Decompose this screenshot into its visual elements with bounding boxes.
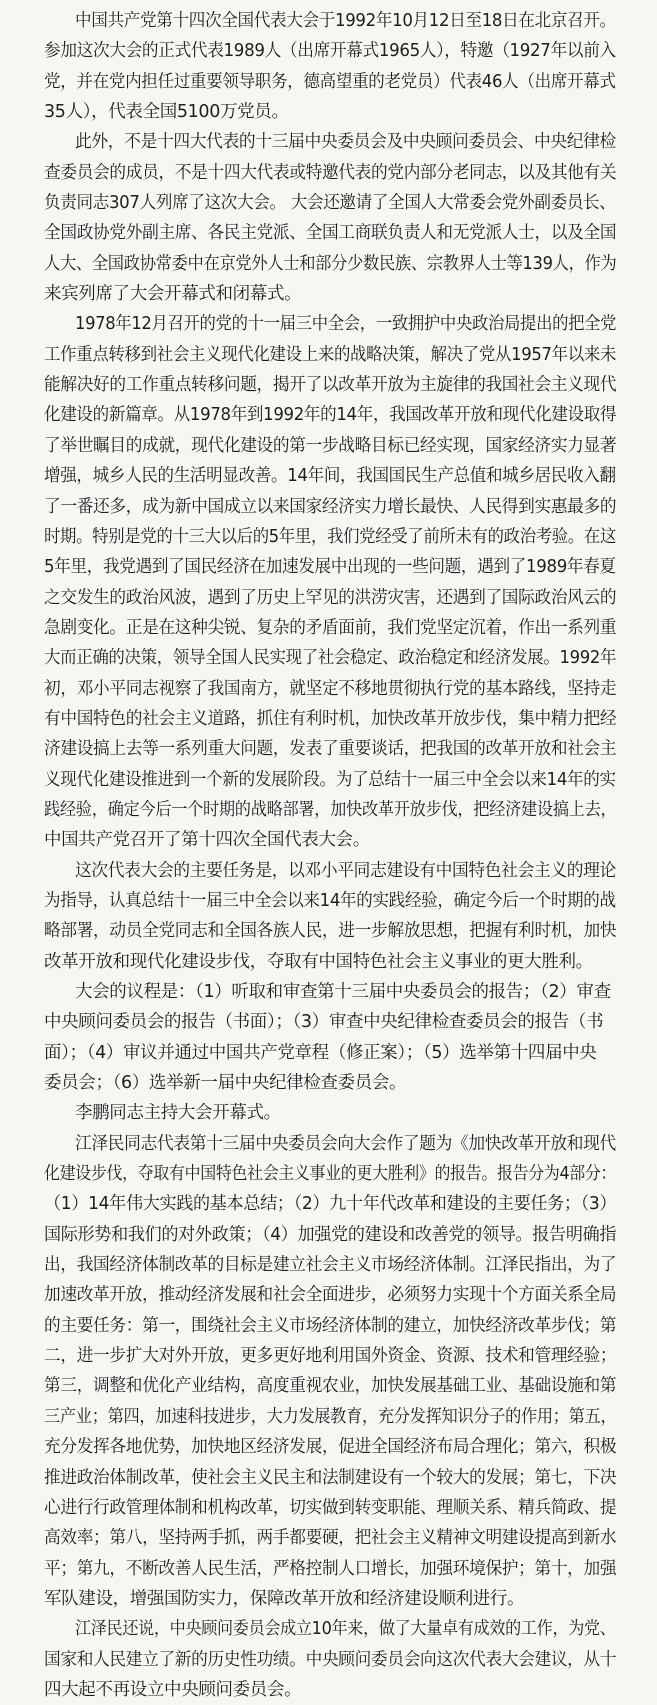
- paragraph-line: 35人），代表全国5100万党员。: [44, 102, 289, 123]
- paragraph-line: 中央顾问委员会的报告（书面）；（3）审查中央纪律检查委员会的报告（书: [44, 1012, 604, 1033]
- paragraph-line: 化建设的新篇章。从1978年到1992年的14年，我国改革开放和现代化建设取得: [44, 405, 616, 426]
- paragraph-line: 有中国特色的社会主义道路，抓住有利时机，加快改革开放步伐，集中精力把经: [44, 708, 616, 729]
- paragraph-line: 大而正确的决策，领导全国人民实现了社会稳定、政治稳定和经济发展。1992年: [44, 648, 616, 669]
- paragraph: [44, 1098, 616, 1128]
- paragraph-first-line: 大会的议程是：（1）听取和审查第十三届中央委员会的报告；（2）审查: [75, 982, 611, 1002]
- paragraph-first-line: 这次代表大会的主要任务是，以邓小平同志建设有中国特色社会主义的理论: [75, 860, 616, 881]
- paragraph-line: 人大、全国政协常委中在京党外人士和部分少数民族、宗教界人士等139人，作为: [44, 253, 616, 274]
- paragraph-line: 5年里，我党遇到了国民经济在加速发展中出现的一些问题，遇到了1989年春夏: [44, 557, 616, 578]
- paragraph-line: 济建设搞上去等一系列重大问题，发表了重要谈话，把我国的改革开放和社会主: [44, 739, 616, 760]
- paragraph-line: 二，进一步扩大对外开放，更多更好地利用国外资金、资源、技术和管理经验；: [44, 1346, 616, 1367]
- paragraph-line: 心进行行政管理体制和机构改革，切实做到转变职能、理顺关系、精兵简政、提: [44, 1497, 616, 1518]
- paragraph-line: 初，邓小平同志视察了我国南方，就坚定不移地贯彻执行党的基本路线，坚持走: [44, 678, 616, 699]
- paragraph-first-line: 1978年12月召开的党的十一届三中全会，一致拥护中央政治局提出的把全党: [75, 314, 616, 335]
- paragraph-line: 参加这次大会的正式代表1989人（出席开幕式1965人），特邀（1927年以前入: [44, 41, 616, 62]
- paragraph-line: 化建设步伐，夺取有中国特色社会主义事业的更大胜利》的报告。报告分为4部分：: [44, 1164, 616, 1185]
- paragraph-line: 负责同志307人列席了这次大会。 大会还邀请了全国人大常委会党外副委员长、: [44, 193, 616, 214]
- paragraph: [44, 977, 616, 1098]
- paragraph-line: 略部署，动员全党同志和全国各族人民，进一步解放思想，把握有利时机，加快: [44, 921, 616, 942]
- paragraph-line: 军队建设，增强国防实力，保障改革开放和经济建设顺利进行。: [44, 1588, 525, 1609]
- paragraph-first-line: 李鹏同志主持大会开幕式。: [75, 1103, 281, 1124]
- paragraph-line: 急剧变化。正是在这种尖锐、复杂的矛盾面前，我们党坚定沉着，作出一系列重: [44, 617, 616, 638]
- paragraph-first-line: 此外，不是十四大代表的十三届中央委员会及中央顾问委员会、中央纪律检: [75, 132, 616, 153]
- paragraph: [44, 1129, 616, 1615]
- paragraph: [44, 309, 616, 855]
- paragraph-line: 之交发生的政治风波，遇到了历史上罕见的洪涝灾害，还遇到了国际政治风云的: [44, 587, 616, 608]
- paragraph-line: 出，我国经济体制改革的目标是建立社会主义市场经济体制。江泽民指出，为了: [44, 1255, 616, 1276]
- paragraph-line: 时期。特别是党的十三大以后的5年里，我们党经受了前所未有的政治考验。在这: [44, 526, 616, 547]
- paragraph-line: 工作重点转移到社会主义现代化建设上来的战略决策，解决了党从1957年以来未: [44, 344, 616, 365]
- paragraph-line: 为指导，认真总结十一届三中全会以来14年的实践经验，确定今后一个时期的战: [44, 890, 616, 911]
- paragraph-first-line: 江泽民还说，中央顾问委员会成立10年来，做了大量卓有成效的工作，为党、: [75, 1619, 616, 1640]
- paragraph-line: 高效率；第八，坚持两手抓，两手都要硬，把社会主义精神文明建设提高到新水: [44, 1528, 616, 1549]
- paragraph-line: 充分发挥各地优势，加快地区经济发展，促进全国经济布局合理化；第六，积极: [44, 1437, 616, 1458]
- paragraph-line: 国际形势和我们的对外政策；（4）加强党的建设和改善党的领导。报告明确指: [44, 1224, 616, 1245]
- paragraph-line: 第三，调整和优化产业结构，高度重视农业，加快发展基础工业、基础设施和第: [44, 1376, 616, 1397]
- paragraph-line: （1）14年伟大实践的基本总结；（2）九十年代改革和建设的主要任务；（3）: [44, 1194, 616, 1215]
- paragraph: [44, 856, 616, 977]
- paragraph-line: 来宾列席了大会开幕式和闭幕式。: [44, 284, 302, 305]
- paragraph-line: 了举世瞩目的成就，现代化建设的第一步战略目标已经实现，国家经济实力显著: [44, 435, 616, 456]
- paragraph-line: 义现代化建设推进到一个新的发展阶段。为了总结十一届三中全会以来14年的实: [44, 769, 616, 790]
- paragraph-line: 推进政治体制改革，使社会主义民主和法制建设有一个较大的发展；第七，下决: [44, 1467, 616, 1488]
- paragraph-line: 增强，城乡人民的生活明显改善。14年间，我国国民生产总值和城乡居民收入翻: [44, 466, 616, 487]
- paragraph-line: 了一番还多，成为新中国成立以来国家经济实力增长最快、人民得到实惠最多的: [44, 496, 616, 517]
- paragraph-line: 中国共产党召开了第十四次全国代表大会。: [44, 830, 370, 851]
- paragraph-line: 委员会；（6）选举新一届中央纪律检查委员会。: [44, 1073, 407, 1094]
- paragraph-line: 践经验，确定今后一个时期的战略部署，加快改革开放步伐，把经济建设搞上去，: [44, 799, 616, 820]
- paragraph: [44, 1614, 616, 1705]
- paragraph: [44, 127, 616, 309]
- paragraph-line: 全国政协党外副主席、各民主党派、全国工商联负责人和无党派人士，以及全国: [44, 223, 616, 244]
- paragraph-line: 加速改革开放，推动经济发展和社会全面进步，必须努力实现十个方面关系全局: [44, 1285, 616, 1306]
- paragraph-line: 平；第九，不断改善人民生活，严格控制人口增长，加强环境保护；第十，加强: [44, 1558, 616, 1579]
- paragraph-line: 国家和人民建立了新的历史性功绩。中央顾问委员会向这次代表大会建议，从十: [44, 1649, 616, 1670]
- document-body: [44, 6, 616, 1705]
- paragraph-line: 党，并在党内担任过重要领导职务，德高望重的老党员）代表46人（出席开幕式: [44, 71, 616, 92]
- paragraph-line: 查委员会的成员，不是十四大代表或特邀代表的党内部分老同志，以及其他有关: [44, 162, 616, 183]
- paragraph: [44, 6, 616, 127]
- paragraph-first-line: 中国共产党第十四次全国代表大会于1992年10月12日至18日在北京召开。: [75, 11, 616, 31]
- paragraph-line: 改革开放和现代化建设步伐，夺取有中国特色社会主义事业的更大胜利。: [44, 951, 593, 972]
- paragraph-line: 的主要任务：第一，围绕社会主义市场经济体制的建立，加快经济改革步伐；第: [44, 1315, 616, 1336]
- paragraph-line: 能解决好的工作重点转移问题，揭开了以改革开放为主旋律的我国社会主义现代: [44, 375, 616, 396]
- paragraph-line: 四大起不再设立中央顾问委员会。: [44, 1679, 302, 1700]
- paragraph-line: 面）；（4）审议并通过中国共产党章程（修正案）；（5）选举第十四届中央: [44, 1042, 597, 1063]
- paragraph-line: 三产业；第四，加速科技进步，大力发展教育，充分发挥知识分子的作用；第五，: [44, 1406, 616, 1427]
- paragraph-first-line: 江泽民同志代表第十三届中央委员会向大会作了题为《加快改革开放和现代: [75, 1133, 616, 1154]
